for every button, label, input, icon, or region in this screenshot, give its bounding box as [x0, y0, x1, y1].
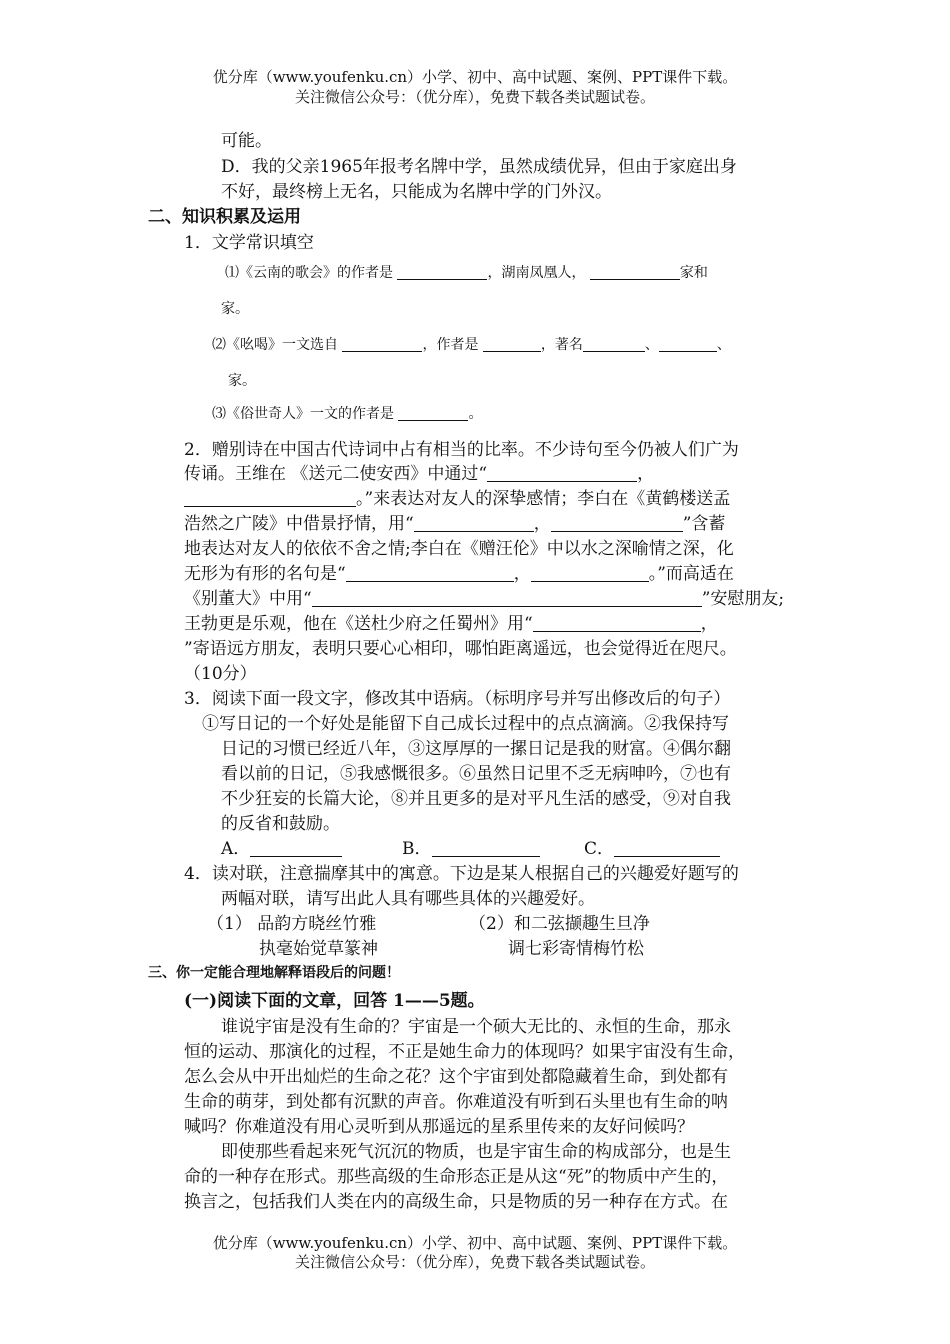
couplet-1-line-2: 执毫始觉草篆神: [259, 939, 378, 959]
blank[interactable]: [483, 337, 541, 352]
footer-line-1: 优分库（www.youfenku.cn）小学、初中、高中试题、案例、PPT课件下载。: [212, 1234, 738, 1252]
blank[interactable]: [342, 337, 422, 352]
couplet-1-line-1: （1） 品韵方晓丝竹雅: [207, 914, 377, 934]
blank[interactable]: [250, 839, 342, 857]
q2-line-7: 《别董大》中用“ ”安慰朋友;: [184, 589, 785, 609]
passage-p1-line-3: 怎么会从中开出灿烂的生命之花？这个宇宙到处都隐藏着生命，到处都有: [184, 1067, 728, 1087]
passage-p1-line-4: 生命的萌芽，到处都有沉默的声音。你难道没有听到石头里也有生命的呐: [184, 1092, 728, 1112]
q3-title: 3．阅读下面一段文字，修改其中语病。（标明序号并写出修改后的句子）: [184, 689, 731, 709]
q3-answer-b: B．: [402, 834, 540, 859]
q3-line-4: 不少狂妄的长篇大论，⑧并且更多的是对平凡生活的感受，⑨对自我: [221, 789, 731, 809]
passage-p1-line-5: 喊吗？你难道没有用心灵听到从那遥远的星系里传来的友好问候吗？: [184, 1117, 694, 1137]
q2-line-8: 王勃更是乐观，他在《送杜少府之任蜀州》用“ ，: [184, 614, 718, 634]
q1-item-1-end: 家。: [221, 301, 249, 317]
blank[interactable]: [312, 589, 702, 607]
header-line-1: 优分库（www.youfenku.cn）小学、初中、高中试题、案例、PPT课件下载。: [212, 68, 738, 86]
option-d-line-1: D．我的父亲1965年报考名牌中学，虽然成绩优异，但由于家庭出身: [221, 157, 737, 177]
blank[interactable]: [659, 337, 717, 352]
q3-line-1: ①写日记的一个好处是能留下自己成长过程中的点点滴滴。②我保持写: [202, 714, 729, 734]
q3-line-3: 看以前的日记，⑤我感慨很多。⑥虽然日记里不乏无病呻吟，⑦也有: [221, 764, 731, 784]
blank[interactable]: [583, 337, 645, 352]
blank[interactable]: [184, 489, 356, 507]
q3-answer-c: C．: [584, 834, 720, 859]
q4-line-1: 4．读对联，注意揣摩其中的寓意。下边是某人根据自己的兴趣爱好题写的: [184, 864, 739, 884]
passage-p2-line-3: 换言之，包括我们人类在内的高级生命，只是物质的另一种存在方式。在: [184, 1192, 728, 1212]
q3-line-2: 日记的习惯已经近八年，③这厚厚的一摞日记是我的财富。④偶尔翻: [221, 739, 731, 759]
section-3-title: 三、你一定能合理地解释语段后的问题！: [148, 965, 400, 981]
q2-line-2: 传诵。王维在 《送元二使安西》中通过“ ，: [184, 464, 655, 484]
q1-title: 1．文学常识填空: [184, 233, 314, 253]
q2-line-9: ”寄语远方朋友，表明只要心心相印，哪怕距离遥远，也会觉得近在咫尺。: [184, 639, 737, 659]
passage-p2-line-2: 命的一种存在形式。那些高级的生命形态正是从这“死”的物质中产生的，: [184, 1167, 729, 1187]
q2-line-6: 无形为有形的名句是“ ， 。”而高适在: [184, 564, 734, 584]
passage-heading: (一)阅读下面的文章，回答 1——5题。: [184, 991, 485, 1011]
q2-line-5: 地表达对友人的依依不舍之情;李白在《赠汪伦》中以水之深喻情之深，化: [184, 539, 734, 559]
q1-item-3: ⑶《俗世奇人》一文的作者是 。: [212, 406, 483, 422]
q1-item-2-end: 家。: [228, 373, 256, 389]
footer-line-2: 关注微信公众号：（优分库），免费下载各类试题试卷。: [294, 1253, 655, 1271]
couplet-2-line-2: 调七彩寄情梅竹松: [508, 939, 644, 959]
couplet-2-line-1: （2）和二弦撷趣生旦净: [469, 914, 650, 934]
q2-score: （10分）: [184, 664, 257, 684]
option-c-end: 可能。: [221, 131, 272, 151]
blank[interactable]: [398, 406, 468, 421]
q2-line-3: 。”来表达对友人的深挚感情；李白在《黄鹤楼送孟: [184, 484, 730, 509]
q1-item-2: ⑵《吆喝》一文选自 ，作者是 ，著名 、 、: [212, 337, 731, 353]
blank[interactable]: [432, 839, 540, 857]
blank[interactable]: [346, 564, 514, 582]
passage-p1-line-1: 谁说宇宙是没有生命的？宇宙是一个硕大无比的、永恒的生命，那永: [221, 1017, 731, 1037]
header-line-2: 关注微信公众号：（优分库），免费下载各类试题试卷。: [294, 88, 655, 106]
blank[interactable]: [551, 514, 683, 532]
q2-line-1: 2．赠别诗在中国古代诗词中占有相当的比率。不少诗句至今仍被人们广为: [184, 440, 739, 460]
option-d-line-2: 不好，最终榜上无名，只能成为名牌中学的门外汉。: [221, 182, 612, 202]
blank[interactable]: [397, 265, 487, 280]
blank[interactable]: [533, 614, 701, 632]
passage-p1-line-2: 恒的运动、那演化的过程，不正是她生命力的体现吗？如果宇宙没有生命，: [184, 1042, 745, 1062]
section-2-title: 二、知识积累及运用: [148, 207, 301, 227]
blank[interactable]: [590, 265, 680, 280]
blank[interactable]: [531, 564, 649, 582]
q3-answer-a: A．: [221, 834, 342, 859]
blank[interactable]: [614, 839, 720, 857]
blank[interactable]: [414, 514, 534, 532]
q4-line-2: 两幅对联，请写出此人具有哪些具体的兴趣爱好。: [221, 889, 595, 909]
q1-item-1: ⑴《云南的歌会》的作者是 ，湖南凤凰人， 家和: [225, 265, 708, 281]
q3-line-5: 的反省和鼓励。: [221, 814, 340, 834]
passage-p2-line-1: 即使那些看起来死气沉沉的物质，也是宇宙生命的构成部分，也是生: [221, 1142, 731, 1162]
blank[interactable]: [487, 464, 637, 482]
q2-line-4: 浩然之广陵》中借景抒情，用“ ， ”含蓄: [184, 514, 726, 534]
